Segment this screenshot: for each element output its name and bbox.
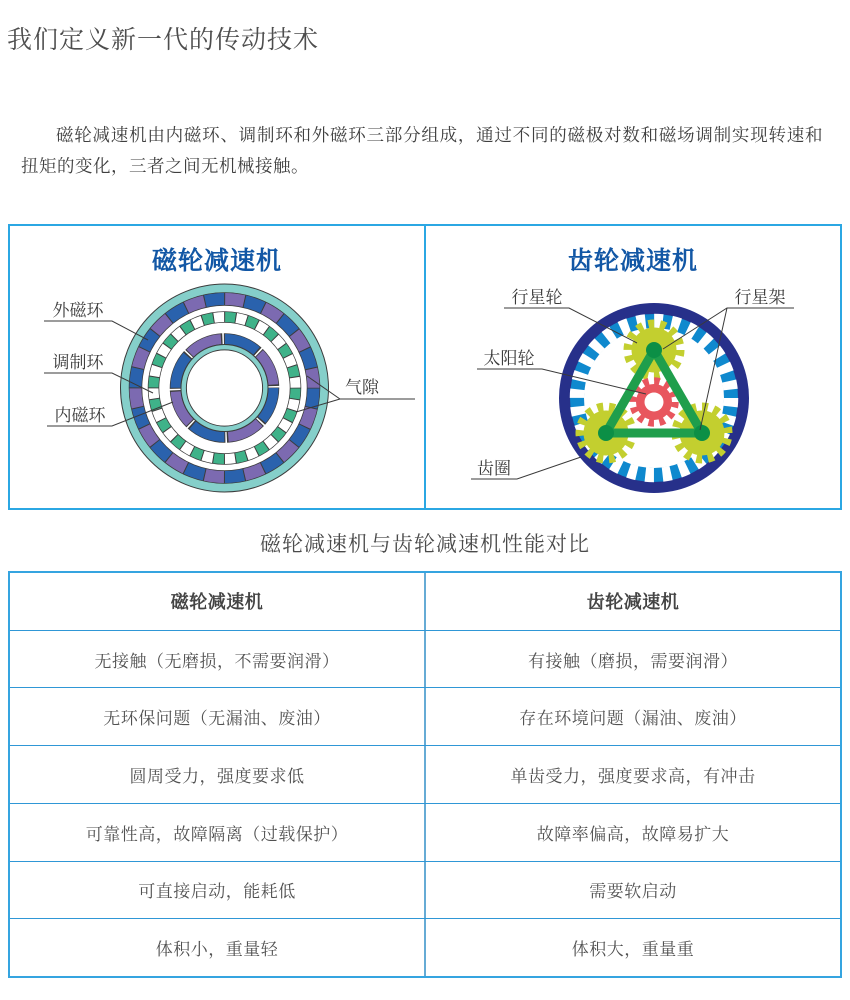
table-row xyxy=(10,746,840,804)
magnetic-reducer-title: 磁轮减速机 xyxy=(151,247,282,275)
table-cell: 需要软启动 xyxy=(589,882,677,902)
table-cell: 体积大，重量重 xyxy=(571,940,695,960)
table-row xyxy=(10,631,840,689)
magnetic-reducer-panel xyxy=(10,226,424,508)
table-cell: 圆周受力，强度要求低 xyxy=(10,746,426,803)
outer-ring-leader-line xyxy=(44,321,148,340)
comparison-table-title: 磁轮减速机与齿轮减速机性能对比 xyxy=(260,533,590,556)
outer-ring-label: 外磁环 xyxy=(52,301,104,320)
planet-carrier-label: 行星架 xyxy=(734,288,786,307)
table-cell: 可靠性高，故障隔离（过载保护） xyxy=(10,804,426,861)
inner-ring-label: 内磁环 xyxy=(54,406,106,425)
table-cell: 无环保问题（无漏油、废油） xyxy=(10,688,426,745)
gear-reducer-diagram xyxy=(426,226,840,508)
magnetic-reducer-diagram xyxy=(10,226,424,508)
modulation-ring-label: 调制环 xyxy=(52,353,104,372)
table-row xyxy=(10,804,840,862)
table-cell: 体积小，重量轻 xyxy=(10,919,426,976)
gear-reducer-title: 齿轮减速机 xyxy=(567,247,698,275)
table-cell: 无接触（无磨损，不需要润滑） xyxy=(10,631,426,688)
table-header-row xyxy=(10,573,840,631)
ring-gear-label: 齿圈 xyxy=(477,459,511,478)
sun-gear-label: 太阳轮 xyxy=(483,349,535,368)
table-row xyxy=(10,688,840,746)
air-gap-label: 气隙 xyxy=(345,378,379,397)
table-row xyxy=(10,919,840,976)
sun-gear xyxy=(633,381,675,423)
table-cell: 有接触（磨损，需要润滑） xyxy=(528,651,738,671)
table-cell: 故障率偏高，故障易扩大 xyxy=(536,824,730,844)
table-row xyxy=(10,862,840,920)
diagram-comparison-box xyxy=(8,224,842,510)
page-title: 我们定义新一代的传动技术 xyxy=(7,26,320,54)
planet-gear-label: 行星轮 xyxy=(511,288,563,307)
table-cell: 存在环境问题（漏油、废油） xyxy=(519,709,747,729)
table-header-gear: 齿轮减速机 xyxy=(586,592,680,613)
table-cell: 单齿受力，强度要求高，有冲击 xyxy=(510,767,756,787)
comparison-table xyxy=(8,571,842,978)
table-cell: 可直接启动，能耗低 xyxy=(10,862,426,919)
table-header-magnetic: 磁轮减速机 xyxy=(10,573,426,630)
intro-paragraph: 磁轮减速机由内磁环、调制环和外磁环三部分组成，通过不同的磁极对数和磁场调制实现转速和扭矩的变化，三者之间无机械接触。 xyxy=(21,124,823,176)
gear-reducer-panel xyxy=(426,226,840,508)
